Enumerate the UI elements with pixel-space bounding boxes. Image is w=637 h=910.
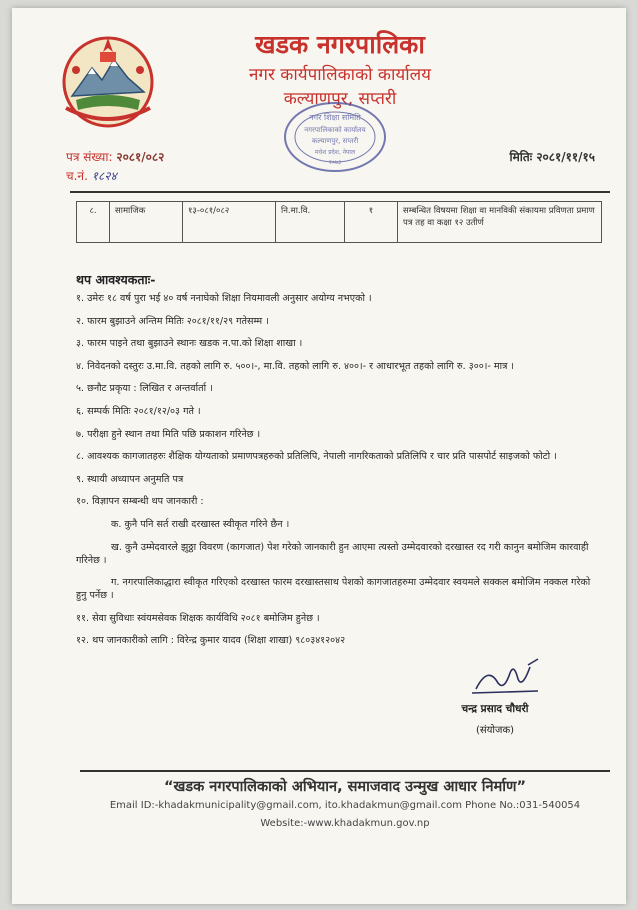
vacancy-table (76, 201, 602, 243)
list-item: १२. थप जानकारीको लागि : विरेन्द्र कुमार यादव (शिक्षा शाखा) ९८०३४१२०४२ (76, 635, 346, 647)
dispatch-label: च.नं. (66, 169, 88, 183)
stamp-line-2: नगरपालिकाको कार्यालय (304, 126, 366, 134)
cell-code: १३-०८१/०८२ (183, 202, 276, 243)
list-item: ७. परीक्षा हुने स्थान तथा मिति पछि प्रकाशन गरिनेछ । (76, 428, 261, 440)
cell-subject: सामाजिक (110, 202, 183, 243)
handwritten-signature (468, 655, 548, 697)
list-item: १०. विज्ञापन सम्बन्धी थप जानकारी : (76, 496, 204, 508)
reference-number (66, 148, 164, 165)
list-item: ६. सम्पर्क मितिः २०८१/१२/०३ गते । (76, 405, 201, 417)
footer-contact: Email ID:-khadakmunicipality@gmail.com, ito.khadakmun@gmail.com Phone No.:031-540054 (109, 800, 581, 811)
header-divider (70, 191, 610, 193)
list-item: ५. छनौट प्रकृया : लिखित र अन्तर्वार्ता । (76, 383, 213, 395)
cell-qualification: सम्बन्धित विषयमा शिक्षा वा मानविकी संकायमा प्रविणता प्रमाण पत्र तह वा कक्षा १२ उतीर्ण (398, 202, 602, 243)
cell-level: नि.मा.वि. (276, 202, 345, 243)
sub-list-item: ख. कुनै उम्मेदवारले झुठ्ठा विवरण (कागजात) पेश गरेको जानकारी हुन आएमा त्यस्तो उम्मेदवारको दरखास्त रद गरी कानुन बमोजिम कारवाही गरिनेछ । (76, 541, 589, 566)
list-item: ९. स्थायी अध्यापन अनुमति पत्र (76, 473, 184, 485)
stamp-line-1: नगर शिक्षा समिति (309, 113, 361, 122)
reference-value: २०८१/०८२ (116, 150, 165, 164)
cell-sn: ८. (77, 202, 110, 243)
sub-list-item: क. कुनै पनि सर्त राखी दरखास्त स्वीकृत गरिने छैन । (111, 518, 290, 530)
office-location: कल्याणपुर, सप्तरी (283, 89, 397, 109)
list-item: ११. सेवा सुविधाः स्वंयमसेवक शिक्षक कार्यविधि २०८१ बमोजिम हुनेछ । (76, 612, 320, 624)
footer-slogan: “खडक नगरपालिकाको अभियान, समाजवाद उन्मुख आधार निर्माण” (163, 779, 527, 795)
signatory-name: चन्द्र प्रसाद चौधरी (461, 703, 529, 715)
requirements-list (76, 292, 602, 657)
stamp-line-4: मधेश प्रदेश, नेपाल (314, 149, 356, 156)
office-name: खडक नगरपालिका (255, 30, 425, 59)
footer-website: Website:-www.khadakmun.gov.np (260, 818, 430, 829)
letter-date (509, 148, 595, 165)
dispatch-number (66, 167, 117, 184)
date-label: मितिः (509, 150, 533, 164)
signatory-title: (संयोजक) (475, 725, 515, 736)
list-item: २. फारम बुझाउने अन्तिम मितिः २०८१/११/२९ गतेसम्म । (76, 315, 269, 327)
reference-label: पत्र संख्या: (66, 150, 113, 164)
stamp-line-5: २०७३ (328, 159, 342, 166)
list-item: ४. निवेदनको दस्तुरः उ.मा.वि. तहको लागि रु. ५००।-, मा.वि. तहको लागि रु. ४००।- र आधारभूत तहको लागि रु. ३००।- मात्र । (76, 360, 515, 372)
dispatch-value: १८२४ (91, 169, 117, 183)
list-item: ८. आवश्यक कागजातहरुः शैक्षिक योग्यताको प्रमाणपत्रहरुको प्रतिलिपि, नेपाली नागरिकताको प्रतिलिपि र चार प्रति पासपोर्ट साइजको फोटो । (76, 451, 557, 463)
date-value: २०८१/११/१५ (536, 150, 595, 164)
list-item: १. उमेरः १८ वर्ष पुरा भई ४० वर्ष ननाघेको शिक्षा नियमावली अनुसार अयोग्य नभएको । (76, 293, 372, 304)
cell-posts: १ (345, 202, 398, 243)
list-item: ३. फारम पाइने तथा बुझाउने स्थानः खडक न.पा.को शिक्षा शाखा । (76, 338, 303, 350)
official-stamp (280, 98, 390, 176)
nepal-emblem-logo (58, 30, 158, 130)
sub-list-item: ग. नगरपालिकाद्धारा स्वीकृत गरिएको दरखास्त फारम दरखास्तसाथ पेशको कागजातहरुमा उम्मेदवार स्वयमले सक्कल बमोजिम नक्कल गरेको हुनु पर्नेछ । (76, 577, 591, 602)
footer-divider (80, 770, 610, 772)
stamp-line-3: कल्याणपुर, सप्तरी (311, 137, 359, 145)
office-subtitle: नगर कार्यपालिकाको कार्यालय (248, 65, 432, 85)
section-title: थप आवश्यकताः- (76, 272, 156, 287)
table-row (77, 202, 602, 243)
